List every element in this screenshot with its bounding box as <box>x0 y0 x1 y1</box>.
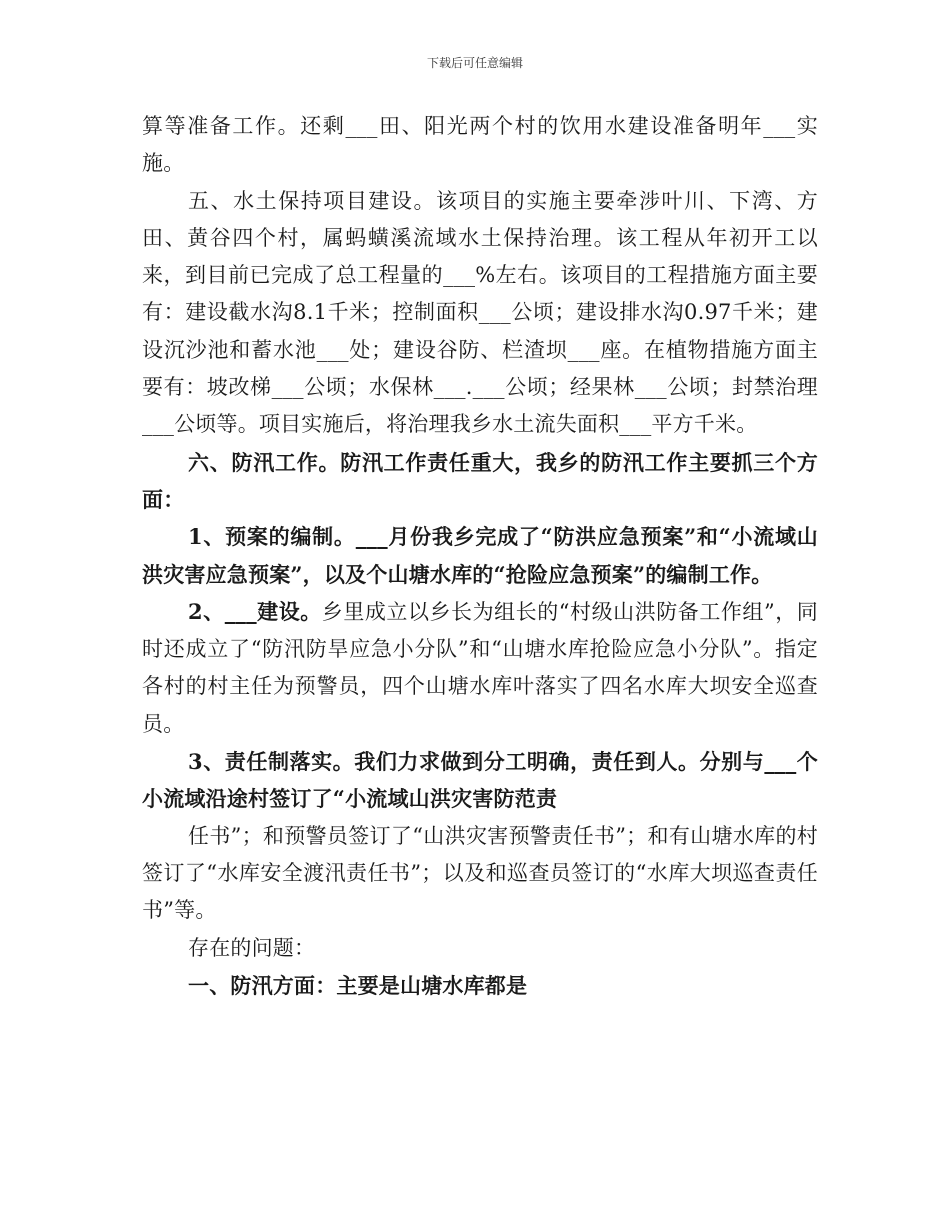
paragraph-responsibility-cont: 任书”；和预警员签订了“山洪灾害预警责任书”；和有山塘水库的村签订了“水库安全渡汛责任书”；以及和巡查员签订的“水库大坝巡查责任书”等。 <box>142 823 818 923</box>
paragraph-soil-conservation: 五、水土保持项目建设。该项目的实施主要牵涉叶川、下湾、方田、黄谷四个村，属蚂蟥溪流域水土保持治理。该工程从年初开工以来，到目前已完成了总工程量的___%左右。该项目的工程措施方面主要有：建设截水沟8.1千米；控制面积___公顷；建设排水沟0.97千米；建设沉沙池和蓄水池___处；建设谷防、栏渣坝___座。在植物措施方面主要有：坡改梯___公顷；水保林___.___公顷；经果林___公顷；封禁治理___公顷等。项目实施后，将治理我乡水土流失面积___平方千米。 <box>142 188 818 437</box>
paragraph-responsibility: 3、责任制落实。我们力求做到分工明确，责任到人。分别与___个小流域沿途村签订了“小流域山洪灾害防范责 <box>142 749 818 812</box>
paragraph-team-building-lead: 2、___建设。 <box>188 598 322 624</box>
paragraph-flood-control-heading: 六、防汛工作。防汛工作责任重大，我乡的防汛工作主要抓三个方面： <box>142 449 818 512</box>
paragraph-team-building <box>142 593 818 743</box>
paragraph-plan-compilation: 1、预案的编制。___月份我乡完成了“防洪应急预案”和“小流域山洪灾害应急预案”，以及个山塘水库的“抢险应急预案”的编制工作。 <box>142 524 818 587</box>
paragraph-problems-heading: 存在的问题： <box>188 935 316 960</box>
paragraph-continuation: 算等准备工作。还剩___田、阳光两个村的饮用水建设准备明年___实施。 <box>142 114 818 176</box>
paragraph-flood-problems: 一、防汛方面：主要是山塘水库都是 <box>188 972 528 998</box>
paragraph-team-building-rest: 乡里成立以乡长为组长的“村级山洪防备工作组”，同时还成立了“防汛防旱应急小分队”和“山塘水库抢险应急小分队”。指定各村的村主任为预警员，四个山塘水库叶落实了四名水库大坝安全巡查员。 <box>142 599 818 736</box>
document-body <box>142 108 818 1004</box>
page-header: 下载后可任意编辑 <box>426 56 523 70</box>
